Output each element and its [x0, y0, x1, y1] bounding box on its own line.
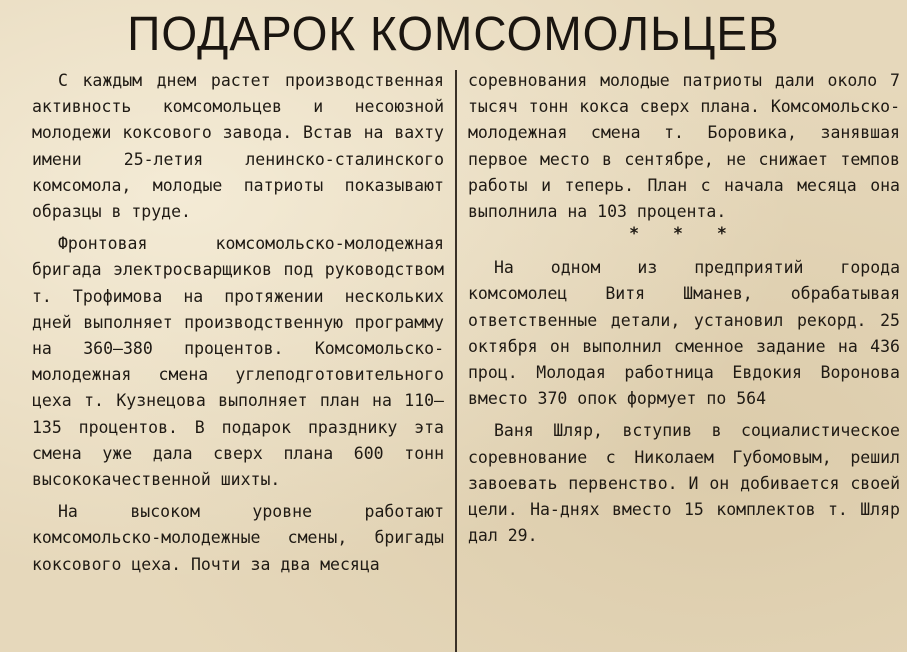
paragraph-intro: С каждым днем растет производственная активность комсомольцев и несоюзной молодежи коксового завода. Встав на вахту имени 25-летия ленинско-сталинского комсомола, молодые патриоты показывают образцы в труде. — [32, 71, 444, 222]
left-column — [32, 68, 444, 578]
column-divider — [455, 70, 457, 652]
paragraph-coke-shop: На высоком уровне работают комсомольско-молодежные смены, бригады коксового цеха. Почти за два месяца — [32, 502, 444, 574]
section-separator: * * * — [629, 224, 739, 244]
paragraph-continuation: соревнования молодые патриоты дали около 7 тысяч тонн кокса сверх плана. Комсомольско-молодежная смена т. Боровика, занявшая первое место в сентябре, не снижает темпов работы и теперь. План с начала месяца она выполнила на 103 процента. — [468, 71, 900, 222]
paragraph-brigade: Фронтовая комсомольско-молодежная бригада электросварщиков под руководством т. Трофимова на протяжении нескольких дней выполняет производственную программу на 360—380 процентов. Комсомольско-молодежная смена углеподготовительного цеха т. Кузнецова выполняет план на 110—135 процентов. В подарок празднику эта смена уже дала сверх плана 600 тонн высококачественной шихты. — [32, 234, 444, 490]
paragraph-competition: Ваня Шляр, вступив в социалистическое соревнование с Николаем Губомовым, решил завоевать первенство. И он добивается своей цели. На-днях вместо 15 комплектов т. Шляр дал 29. — [468, 421, 900, 546]
article-headline: ПОДАРОК КОМСОМОЛЬЦЕВ — [127, 5, 780, 61]
paragraph-record: На одном из предприятий города комсомолец Витя Шманев, обрабатывая ответственные детали, установил рекорд. 25 октября он выполнил сменное задание на 436 проц. Молодая работница Евдокия Воронова вместо 370 опок формует по 564 — [468, 258, 900, 409]
spacer — [468, 245, 900, 255]
right-column — [468, 68, 900, 549]
